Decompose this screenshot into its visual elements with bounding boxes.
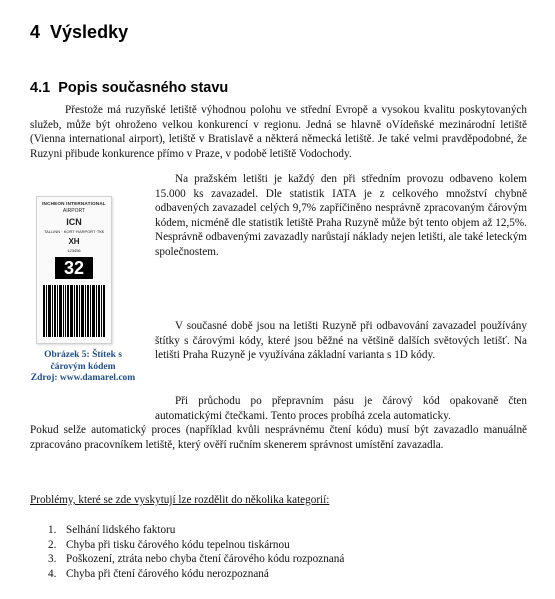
barcode-icon <box>43 285 105 337</box>
tag-badge: 32 <box>55 257 93 279</box>
figure-caption-title: Obrázek 5: Štítek s čárovým kódem <box>44 350 122 372</box>
tag-airport-text: AIRPORT <box>62 208 86 214</box>
list-item: 4. Chyba při čtení čárového kódu nerozpoznaná <box>48 567 269 580</box>
tag-carrier-text: XH <box>68 237 80 246</box>
list-item: 2. Chyba při tisku čárového kódu tepelnou tiskárnou <box>48 538 290 551</box>
list-item-text: Chyba při tisku čárového kódu tepelnou tiskárnou <box>66 538 290 551</box>
section-number: 4.1 <box>30 80 51 96</box>
tag-number-text: 123456 <box>67 248 81 253</box>
tag-code-text: ICN <box>66 217 82 227</box>
figure-caption-source: Zdroj: www.damarel.com <box>30 373 136 383</box>
section-title: Popis současného stavu <box>58 80 229 96</box>
labels-paragraph: V současné době jsou na letišti Ruzyně při odbavování zavazadel používány štítky s čárovými kódy, které jsou běžné na většině dalších světových letišť. Na letišti Praha Ruzyně je využívána základní varianta s 1D kódy. <box>155 320 527 362</box>
list-item: 1. Selhání lidského faktoru <box>48 524 176 536</box>
baggage-paragraph: Na pražském letišti je každý den při středním provozu odbaveno kolem 15.000 ks zavazadel. Dle statistik IATA je z celkového množství chybně odbavených zavazadel celých 9,7% zapříčiněno nesprávně zpracovaným čárovým kódem, nicméně dle statistik letiště Praha Ruzyně může být tento objem až 12,5%. Nesprávně odbavenými zavazadly narůstají náklady nejen letišti, ale také leteckým společnostem. <box>155 173 527 258</box>
conveyor-paragraph-part1: Při průchodu po přepravním pásu je čárový kód opakovaně čten automatickými čtečkami. Tento proces probíhá zcela automaticky. <box>155 395 527 422</box>
chapter-title: Výsledky <box>50 22 129 42</box>
problems-heading: Problémy, které se zde vyskytují lze rozdělit do několika kategorií: <box>30 494 330 506</box>
tag-route-text: TALLINN · KORT·RARPORT·ТКК <box>44 229 104 234</box>
tag-airline-text: INCHEON INTERNATIONAL <box>42 201 106 206</box>
list-item-text: Selhání lidského faktoru <box>66 524 176 536</box>
chapter-number: 4 <box>30 22 41 42</box>
conveyor-paragraph <box>30 394 527 452</box>
figure-caption <box>28 350 138 385</box>
problems-list <box>30 523 344 581</box>
list-item-text: Poškození, ztráta nebo chyba čtení čárového kódu rozpoznaná <box>66 553 345 566</box>
baggage-tag-figure <box>28 196 138 385</box>
chapter-heading <box>30 22 128 43</box>
list-item: 3. Poškození, ztráta nebo chyba čtení čárového kódu rozpoznaná <box>48 553 345 566</box>
list-item-text: Chyba při čtení čárového kódu nerozpoznaná <box>66 567 269 580</box>
section-heading <box>30 80 228 96</box>
baggage-tag-image <box>36 196 112 344</box>
conveyor-paragraph-part2: Pokud selže automatický proces (například kvůli nesprávnému čtení kódu) musí být zavazadlo manuálně zpracováno pracovníkem letiště, který ověří ručním skenerem správnost umístění zavazadla. <box>30 424 527 451</box>
intro-paragraph: Přestože má ruzyňské letiště výhodnou polohu ve střední Evropě a vysokou kvalitu poskytovaných služeb, může být ohroženo velkou konkurencí v regionu. Jedná se hlavně oVídeňské mezinárodní letiště (Vienna international airport), letiště v Bratislavě a některá německá letiště. Je také velmi pravděpodobné, že Ruzyni přibude konkurence přímo v Praze, v podobě letiště Vodochody. <box>30 104 527 160</box>
